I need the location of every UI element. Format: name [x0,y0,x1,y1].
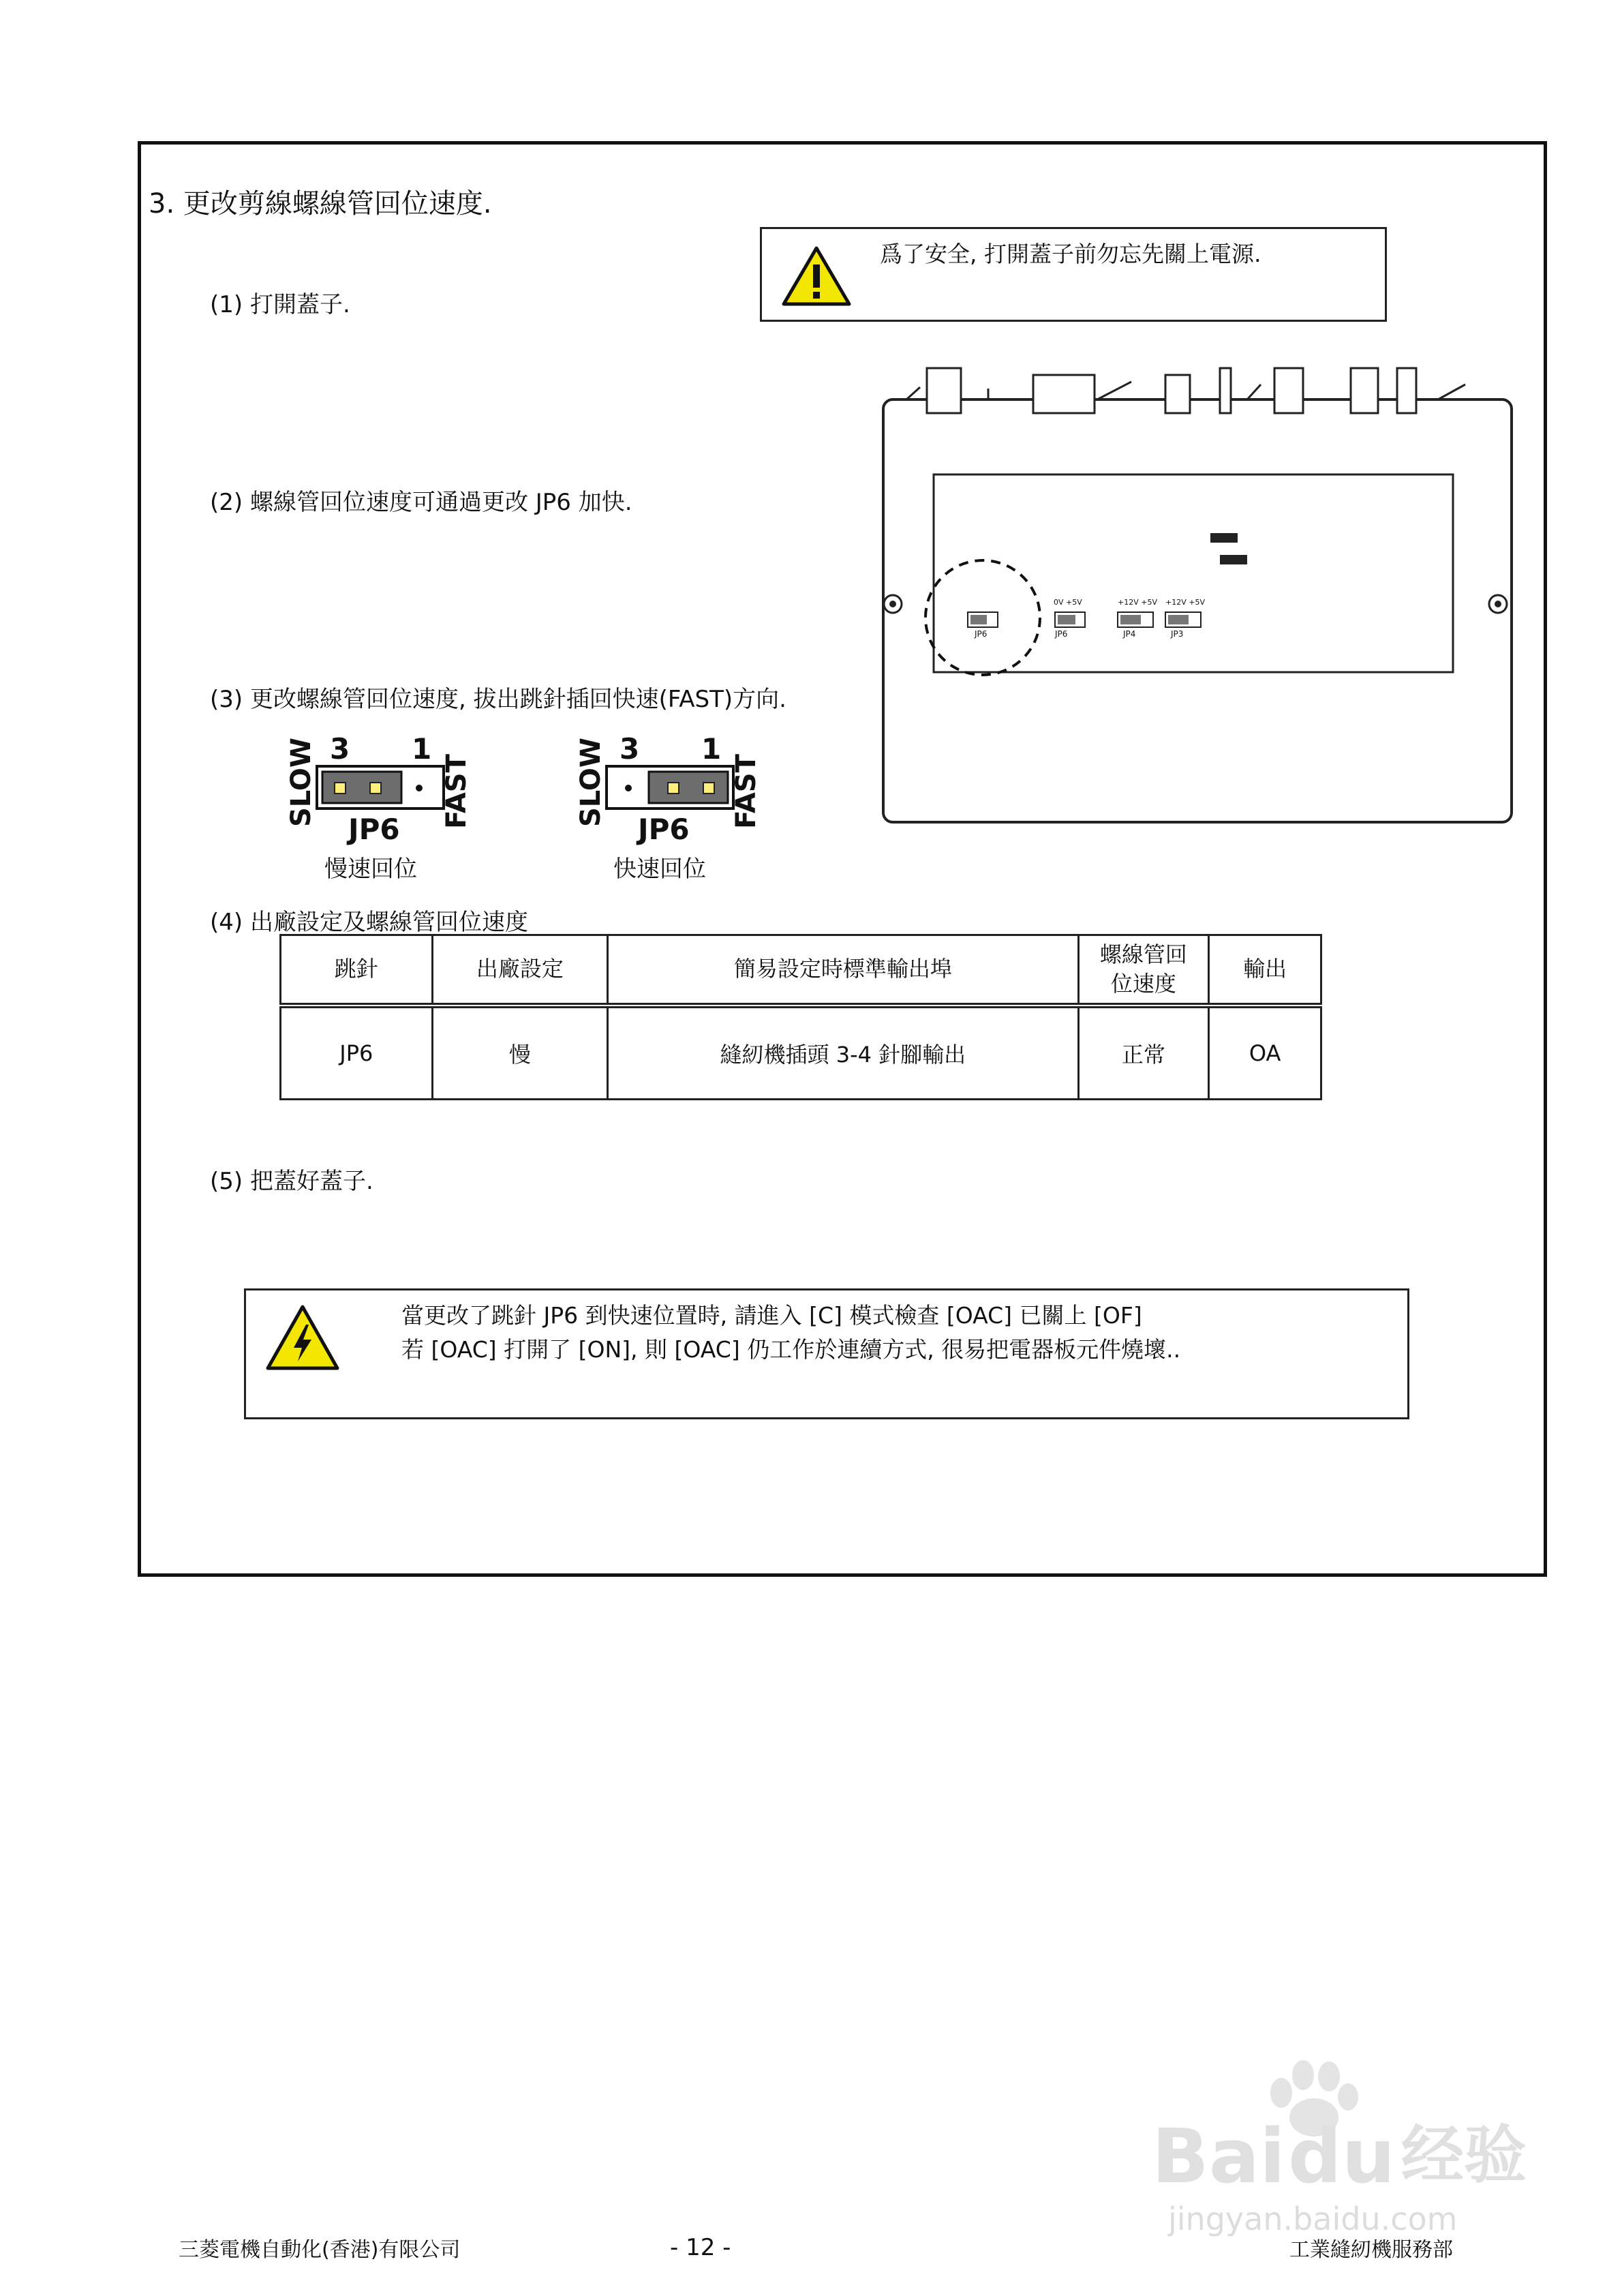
fast-label: FAST [731,754,762,829]
electrical-warning-box [244,1288,1409,1419]
board-voltage-label: 0V +5V [1054,598,1082,607]
step-4: (4) 出廠設定及螺線管回位速度 [210,909,528,936]
board-voltage-label: +12V +5V [1165,598,1205,607]
pin-1-label: 1 [412,732,432,766]
table-header-line: 螺線管回 [1099,941,1187,967]
step-5: (5) 把蓋好蓋子. [210,1168,373,1195]
slow-label: SLOW [286,738,317,827]
step-2: (2) 螺線管回位速度可通過更改 JP6 加快. [210,489,632,516]
watermark-cn: 经验 [1401,2119,1527,2192]
watermark-brand-2: du [1288,2113,1396,2200]
board-jp4-label: JP4 [1123,629,1136,639]
slow-label: SLOW [575,738,607,827]
board-jp6-label: JP6 [975,629,988,639]
jumper-slow-caption: 慢速回位 [324,856,417,883]
page-number: - 12 - [670,2234,731,2261]
jp6-label: JP6 [638,813,690,846]
table-header-cell: 出廠設定 [432,935,607,1006]
caution-icon [781,245,852,307]
jumper-block [605,765,735,810]
table-header-cell: 簡易設定時標準輸出埠 [608,935,1079,1006]
watermark-url: jingyan.baidu.com [1168,2201,1458,2237]
footer-company: 三菱電機自動化(香港)有限公司 [179,2238,461,2262]
pin-3-label: 3 [330,732,350,766]
jp6-label: JP6 [348,813,400,846]
step-3: (3) 更改螺線管回位速度, 拔出跳針插回快速(FAST)方向. [210,686,786,713]
safety-caution-box [760,227,1387,322]
table-cell: OA [1209,1006,1321,1100]
table-header-row [281,935,1321,1006]
footer-department: 工業縫紉機服務部 [1289,2238,1453,2262]
step-1: (1) 打開蓋子. [210,291,350,318]
table-header-cell [1078,935,1209,1006]
warning-line-2: 若 [OAC] 打開了 [ON], 則 [OAC] 仍工作於連續方式, 很易把電器板元件燒壞.. [401,1336,1181,1363]
table-cell: 正常 [1078,1006,1209,1100]
jumper-slow-diagram [285,729,483,866]
table-header-cell: 輸出 [1209,935,1321,1006]
board-jp6-label-2: JP6 [1055,629,1068,639]
watermark-brand: Bai [1152,2113,1285,2200]
table-row [281,1006,1321,1100]
board-jp3-label: JP3 [1171,629,1184,639]
jumper-block [316,765,445,810]
table-header-line: 位速度 [1110,971,1176,997]
fast-label: FAST [441,754,472,829]
board-voltage-label: +12V +5V [1118,598,1157,607]
factory-setting-table [279,934,1322,1100]
control-box-drawing [879,354,1520,832]
safety-note-text: 爲了安全, 打開蓋子前勿忘先關上電源. [880,241,1261,267]
baidu-watermark [1152,2059,1533,2236]
pin-1-label: 1 [701,732,722,766]
table-cell: JP6 [281,1006,433,1100]
jumper-fast-diagram [575,729,772,866]
table-cell: 縫紉機插頭 3-4 針腳輸出 [608,1006,1079,1100]
table-cell: 慢 [432,1006,607,1100]
jumper-fast-caption: 快速回位 [613,856,706,883]
pin-3-label: 3 [619,732,640,766]
table-header-cell: 跳針 [281,935,433,1006]
section-title: 3. 更改剪線螺線管回位速度. [149,188,492,220]
warning-line-1: 當更改了跳針 JP6 到快速位置時, 請進入 [C] 模式檢查 [OAC] 已關上 [OF] [401,1302,1142,1329]
high-voltage-icon [265,1304,340,1371]
